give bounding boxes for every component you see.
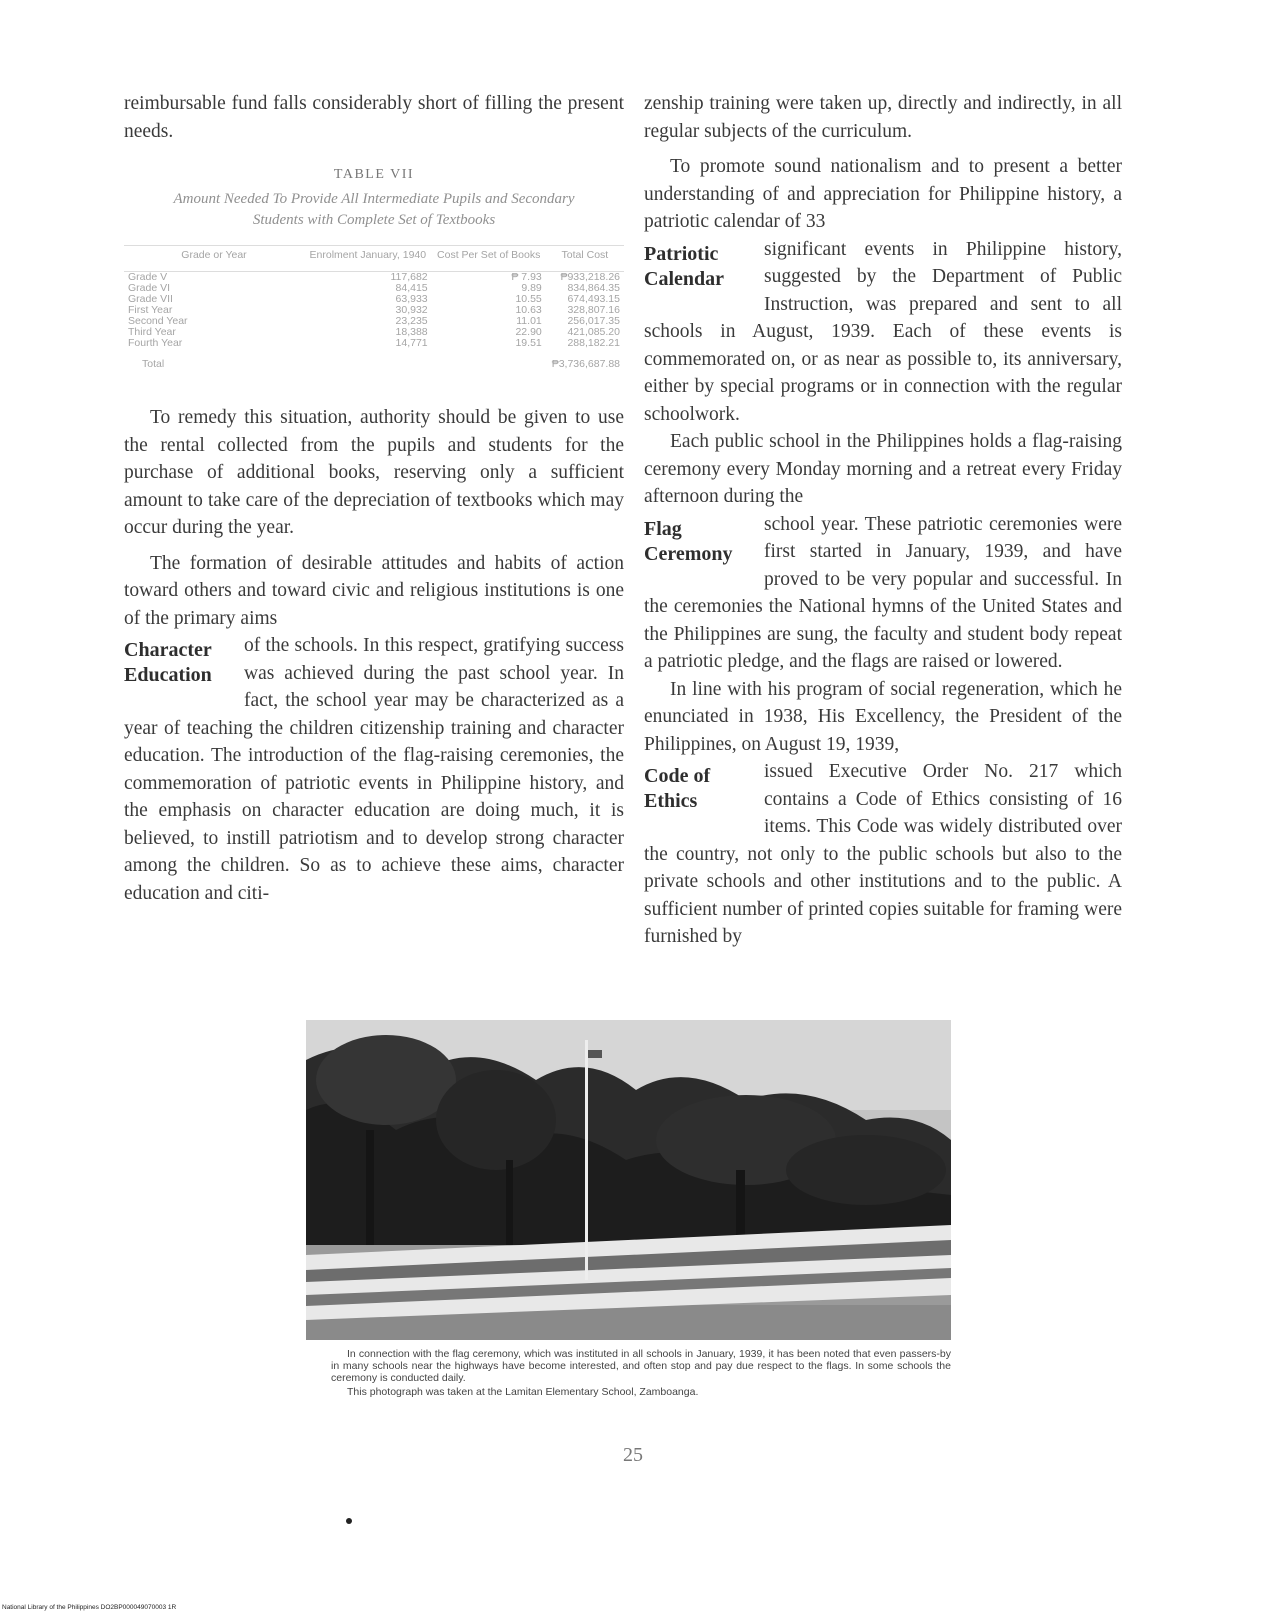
row-total: 256,017.35	[567, 315, 620, 327]
total-value: ₱3,736,687.88	[551, 358, 620, 370]
row-cost: 10.63	[515, 304, 542, 316]
side-heading-character-education: Character Education	[124, 639, 212, 686]
table-total-row	[124, 349, 624, 370]
photo-illustration	[306, 1020, 951, 1340]
paragraph-code: issued Executive Order No. 217 which contains a Code of Ethics consisting of 16 items. This Code was widely distributed over the country, not only to the public schools but also to the private schools and other institutions and to the public. A sufficient number of printed copies suitable for framing were furnished by	[644, 761, 1122, 947]
row-label: Second Year	[128, 315, 188, 327]
row-label: Fourth Year	[128, 337, 183, 349]
row-label: Grade VI	[128, 282, 171, 294]
patriotic-calendar-block	[644, 236, 1122, 429]
table-row	[124, 305, 624, 316]
caption-source: This photograph was taken at the Lamitan Elementary School, Zamboanga.	[347, 1386, 699, 1398]
row-label: First Year	[128, 304, 173, 316]
row-enrolment: 84,415	[395, 282, 428, 294]
row-cost: 19.51	[515, 337, 542, 349]
row-enrolment: 30,932	[395, 304, 428, 316]
paragraph-code-intro: In line with his program of social regeneration, which he enunciated in 1938, His Excellency, the President of the Philippines, on August 19, 1939,	[644, 678, 1122, 755]
row-enrolment: 14,771	[395, 337, 428, 349]
paragraph-character: of the schools. In this respect, gratifying success was achieved during the past school year. In fact, the school year may be characterized as a year of teaching the children citizenship training and character education. The introduction of the flag-raising ceremonies, the commemoration of patriotic events in Philippine history, and the emphasis on character education are doing much, it is believed, to instill patriotism and to develop strong character among the children. So as to achieve these aims, character education and citi-	[124, 635, 624, 904]
right-column	[644, 90, 1122, 951]
row-label: Grade VII	[128, 293, 173, 305]
table-header: Total Cost	[561, 249, 609, 261]
row-enrolment: 23,235	[395, 315, 428, 327]
table-caption: TABLE VII	[333, 167, 415, 182]
table-row	[124, 316, 624, 327]
table-row	[124, 283, 624, 294]
character-education-block	[124, 632, 624, 907]
table-header: Enrolment January, 1940	[309, 249, 427, 261]
flag-ceremony-block	[644, 511, 1122, 676]
table-title: Amount Needed To Provide All Intermediate Pupils and Secondary Students with Complete Set of Textbooks	[173, 191, 575, 228]
paragraph-formation: The formation of desirable attitudes and habits of action toward others and toward civic and religious institutions is one of the primary aims	[124, 552, 624, 629]
table-row	[124, 327, 624, 338]
caption-text: In connection with the flag ceremony, which was instituted in all schools in January, 1939, it has been noted that even passers-by in many schools near the highways have become interested, and often stop and pay due respect to the flags. In some schools the ceremony is conducted daily.	[331, 1348, 951, 1384]
row-total: 288,182.21	[567, 337, 620, 349]
paragraph-flag-intro: Each public school in the Philippines holds a flag-raising ceremony every Monday morning and a retreat every Friday afternoon during the	[644, 431, 1122, 507]
row-cost: 22.90	[515, 326, 542, 338]
table-header: Grade or Year	[181, 249, 247, 261]
total-label: Total	[142, 358, 165, 370]
row-label: Grade V	[128, 271, 168, 283]
table-row	[124, 272, 624, 284]
row-enrolment: 117,682	[390, 271, 428, 283]
paragraph-patriotic: significant events in Philippine history, suggested by the Department of Public Instruction, was prepared and sent to all schools in August, 1939. Each of these events is commemorated on, or as near as possible to, its anniversary, either by special programs or in connection with the regular schoolwork.	[644, 238, 1122, 425]
side-heading-flag-ceremony: Flag Ceremony	[644, 517, 733, 565]
row-total: 834,864.35	[567, 282, 620, 294]
row-cost: 9.89	[521, 282, 542, 294]
textbook-cost-table	[124, 245, 624, 370]
row-total: 328,807.16	[567, 304, 620, 316]
row-cost: 11.01	[516, 315, 542, 327]
side-heading-patriotic-calendar: Patriotic Calendar	[644, 242, 724, 290]
paragraph-flag: school year. These patriotic ceremonies were first started in January, 1939, and have proved to be very popular and successful. In the ceremonies the National hymns of the United States and the Philippines are sung, the faculty and student body repeat a patriotic pledge, and the flags are raised or lowered.	[644, 513, 1122, 672]
paragraph-promote: To promote sound nationalism and to present a better understanding of and appreciation for Philippine history, a patriotic calendar of 33	[644, 156, 1122, 232]
row-total: 421,085.20	[567, 326, 620, 338]
page-number: 25	[623, 1444, 643, 1466]
paragraph-opening: reimbursable fund falls considerably short of filling the present needs.	[124, 93, 624, 142]
scan-footer: National Library of the Philippines DO2BP000049070003 1R	[2, 1604, 177, 1611]
left-column	[124, 90, 624, 907]
table-row	[124, 294, 624, 305]
row-label: Third Year	[128, 326, 176, 338]
row-total: 674,493.15	[567, 293, 620, 305]
table-header: Cost Per Set of Books	[437, 249, 541, 261]
code-of-ethics-block	[644, 758, 1122, 951]
paragraph-remedy: To remedy this situation, authority should be given to use the rental collected from the pupils and students for the purchase of additional books, reserving only a sufficient amount to take care of the depreciation of textbooks which may occur during the year.	[124, 407, 624, 538]
row-enrolment: 18,388	[395, 326, 428, 338]
row-cost: 10.55	[515, 293, 542, 305]
side-heading-code-of-ethics: Code of Ethics	[644, 765, 711, 812]
row-total: ₱933,218.26	[560, 271, 620, 283]
paragraph-continuation: zenship training were taken up, directly and indirectly, in all regular subjects of the curriculum.	[644, 93, 1122, 142]
ink-dot	[346, 1518, 352, 1524]
row-enrolment: 63,933	[395, 293, 428, 305]
photo-caption	[331, 1348, 951, 1398]
flag-ceremony-photo	[306, 1020, 951, 1340]
table-row	[124, 338, 624, 349]
row-cost: ₱ 7.93	[511, 271, 542, 283]
